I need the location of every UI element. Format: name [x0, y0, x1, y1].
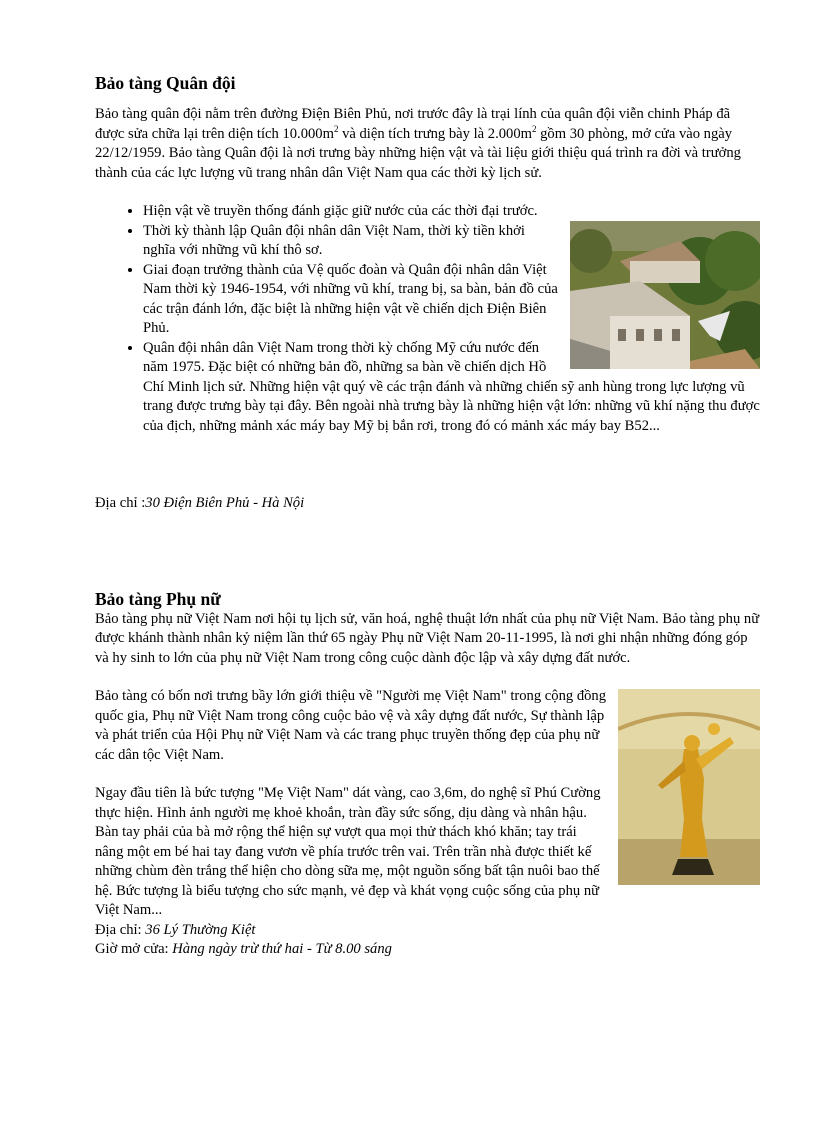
women-museum-exhibits: Bảo tàng có bốn nơi trưng bầy lớn giới thiệu về "Người mẹ Việt Nam" trong cộng đồng quốc gia, Phụ nữ Việt Nam trong công cuộc bảo vệ và xây dựng đất nước, Sự thành lập và phát triển của Hội Phụ nữ Việt Nam và các trang phục truyền thống đẹp của phụ nữ các dân tộc Việt Nam.	[95, 688, 607, 763]
women-museum-address: Địa chỉ: 36 Lý Thường Kiệt	[95, 921, 256, 938]
women-museum-section	[95, 588, 760, 960]
army-museum-photo	[570, 221, 760, 369]
army-museum-title: Bảo tàng Quân đội	[95, 73, 236, 93]
women-museum-hours: Giờ mở cửa: Hàng ngày trừ thứ hai - Từ 8.00 sáng	[95, 941, 392, 957]
list-item: • Quân đội nhân dân Việt Nam trong thời kỳ chống Mỹ cứu nước đến năm 1975. Đặc biệt có những bản đồ, những sa bàn về chiến dịch Hồ Chí Minh lịch sử. Những hiện vật quý về các trận đánh và những chiến sỹ anh hùng trong lực lượng vũ trang được trưng bày tại đây. Bên ngoài nhà trưng bày là những hiện vật lớn: những vũ khí nặng thu được của địch, những mảnh xác máy bay Mỹ bị bắn rơi, trong đó có mảnh xác máy bay B52...	[143, 339, 760, 437]
mother-statue-photo	[618, 689, 760, 885]
women-museum-statue: Ngay đầu tiên là bức tượng "Mẹ Việt Nam" dát vàng, cao 3,6m, do nghệ sĩ Phú Cường thực hiện. Hình ảnh người mẹ khoẻ khoắn, tràn đầy sức sống, dịu dàng và nhân hậu. Bàn tay phải của bà mở rộng thể hiện sự vượt qua mọi thử thách khó khăn; tay trái nâng một em bé hai tay đang vươn về phía trước trên vai. Trên trần nhà được thiết kế những chùm đèn trắng thể hiện cho dòng sữa mẹ, một nguồn sống bất tận nuôi bao thế hệ. Bức tượng là biểu tượng cho sức mạnh, vẻ đẹp và khát vọng cuộc sống của phụ nữ Việt Nam...	[95, 785, 601, 918]
list-item: • Thời kỳ thành lập Quân đội nhân dân Việt Nam, thời kỳ tiền khởi nghĩa với những vũ khí thô sơ.	[143, 222, 760, 261]
list-item: • Giai đoạn trưởng thành của Vệ quốc đoàn và Quân đội nhân dân Việt Nam thời kỳ 1946-1954, với những vũ khí, trang bị, sa bàn, bản đồ của các trận đánh lớn, đặc biệt là những hiện vật về chiến dịch Điện Biên Phủ.	[143, 261, 760, 339]
women-museum-intro: Bảo tàng phụ nữ Việt Nam nơi hội tụ lịch sử, văn hoá, nghệ thuật lớn nhất của phụ nữ Việt Nam. Bảo tàng phụ nữ được khánh thành nhân kỷ niệm lần thứ 65 ngày Phụ nữ Việt Nam 20-11-1995, là nơi ghi nhận những đóng góp và hy sinh to lớn của phụ nữ Việt Nam trong công cuộc dành độc lập và xây dựng đất nước.	[95, 610, 760, 666]
army-museum-intro: Bảo tàng quân đội nằm trên đường Điện Biên Phủ, nơi trước đây là trại lính của quân đội viễn chinh Pháp đã được sửa chữa lại trên diện tích $10.000m^2$ và diện tích trưng bày là $2.000m^2$ gồm 30 phòng, mở cửa vào ngày 22/12/1959. Bảo tàng Quân đội là nơi trưng bày những hiện vật và tài liệu giới thiệu quá trình ra đời và trưởng thành của các lực lượng vũ trang nhân dân Việt Nam qua các thời kỳ lịch sử.	[95, 106, 741, 181]
women-museum-title: Bảo tàng Phụ nữ	[95, 588, 221, 609]
army-museum-address: Địa chỉ :30 Điện Biên Phủ - Hà Nội	[95, 495, 305, 511]
document-page	[95, 72, 760, 960]
list-item: • Hiện vật về truyền thống đánh giặc giữ nước của các thời đại trước.	[143, 202, 760, 222]
